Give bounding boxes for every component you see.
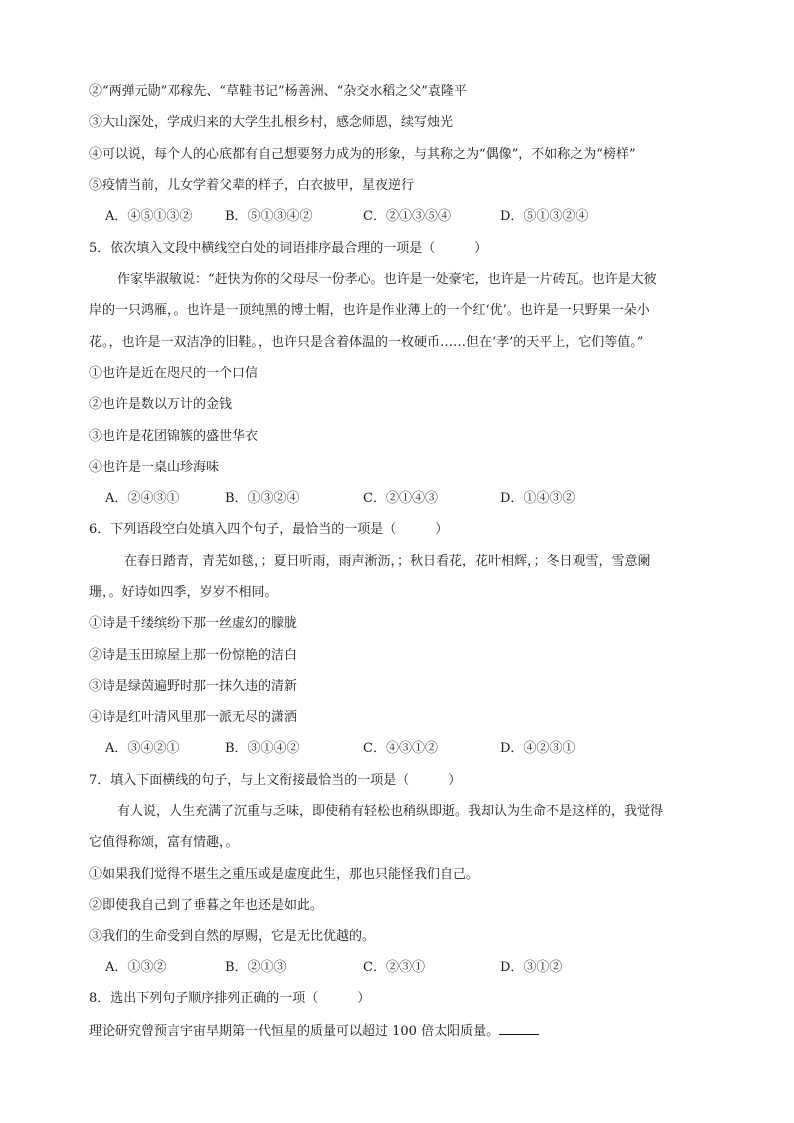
q4-item-2: ②“两弹元勋”邓稼先、“草鞋书记”杨善洲、“杂交水稻之父”袁隆平 [89,84,467,99]
q5-item-2: ②也许是数以万计的金钱 [89,397,233,412]
answer-blank[interactable] [499,1022,539,1035]
q7-item-2: ②即使我自己到了垂暮之年也还是如此。 [89,898,324,913]
q6-stem: 6．下列语段空白处填入四个句子，最恰当的一项是（ ） [89,522,449,537]
q6-item-4: ④诗是红叶清风里那一派无尽的潇洒 [89,710,298,725]
q5-choice-a[interactable]: A．②④③① [105,491,180,506]
q6-item-1: ①诗是千缕缤纷下那一丝虚幻的朦胧 [89,616,298,631]
q5-passage-line-1: 作家毕淑敏说：“赶快为你的父母尽一份孝心。也许是一处豪宅，也许是一片砖瓦。也许是大彼 [117,272,657,287]
q5-passage-line-2: 岸的一只鸿雁，。也许是一顶纯黑的博士帽，也许是作业薄上的一个红‘优’。也许是一只野果一朵小 [89,303,650,318]
q6-item-3: ③诗是绿茵遍野时那一抹久违的清新 [89,679,298,694]
q7-choice-a[interactable]: A．①③② [105,960,167,975]
q4-item-5: ⑤疫情当前，儿女学着父辈的样子，白衣披甲，星夜逆行 [89,178,415,193]
q7-choice-c[interactable]: C．②③① [363,960,425,975]
q5-stem: 5．依次填入文段中横线空白处的词语排序最合理的一项是（ ） [89,241,488,256]
q6-passage-line-1: 在春日踏青，青芜如毯，；夏日听雨，雨声淅沥，；秋日看花，花叶相辉，；冬日观雪，雪意阑 [124,554,651,569]
q7-choice-b[interactable]: B．②①③ [225,960,287,975]
q6-passage-line-2: 珊，。好诗如四季，岁岁不相同。 [89,585,278,600]
q5-item-4: ④也许是一桌山珍海味 [89,460,220,475]
q8-stem: 8．选出下列句子顺序排列正确的一项（ ） [89,991,371,1006]
q7-passage-line-2: 它值得称颂，富有情趣，。 [89,835,239,850]
q4-item-3: ③大山深处，学成归来的大学生扎根乡村，感念师恩，续写烛光 [89,115,454,130]
q6-choice-a[interactable]: A．③④②① [105,741,180,756]
q7-passage-line-1: 有人说，人生充满了沉重与乏味，即使稍有轻松也稍纵即逝。我却认为生命不是这样的，我觉得 [117,804,664,819]
q6-choice-b[interactable]: B．③①④② [225,741,300,756]
q5-passage-line-3: 花。，也许是一双洁净的旧鞋。，也许只是含着体温的一枚硬币……但在‘孝’的天平上，它们等值。” [89,335,644,350]
q7-choice-d[interactable]: D．③①② [500,960,563,975]
q5-choice-b[interactable]: B．①③②④ [225,491,300,506]
q7-item-1: ①如果我们觉得不堪生之重压或是虚度此生，那也只能怪我们自己。 [89,867,480,882]
q4-choice-b[interactable]: B．⑤①③④② [225,209,313,224]
q6-item-2: ②诗是玉田琼屋上那一份惊艳的洁白 [89,648,298,663]
q5-choice-d[interactable]: D．①④③② [500,491,576,506]
q8-line-text: 理论研究曾预言宇宙早期第一代恒星的质量可以超过 100 倍太阳质量。 [89,1024,500,1039]
q4-choice-d[interactable]: D．⑤①③②④ [500,209,589,224]
q5-item-1: ①也许是近在咫尺的一个口信 [89,366,259,381]
q5-choice-c[interactable]: C．②①④③ [363,491,438,506]
q8-line [89,1022,539,1041]
q7-item-3: ③我们的生命受到自然的厚赐，它是无比优越的。 [89,929,376,944]
q6-choice-d[interactable]: D．④②③① [500,741,576,756]
q4-item-4: ④可以说，每个人的心底都有自己想要努力成为的形象，与其称之为“偶像”，不如称之为“榜样” [89,147,636,162]
q4-choice-c[interactable]: C．②①③⑤④ [363,209,451,224]
q7-stem: 7．填入下面横线的句子，与上文衔接最恰当的一项是（ ） [89,773,462,788]
q5-item-3: ③也许是花团锦簇的盛世华衣 [89,429,259,444]
q4-choice-a[interactable]: A．④⑤①③② [105,209,193,224]
q6-choice-c[interactable]: C．④③①② [363,741,438,756]
